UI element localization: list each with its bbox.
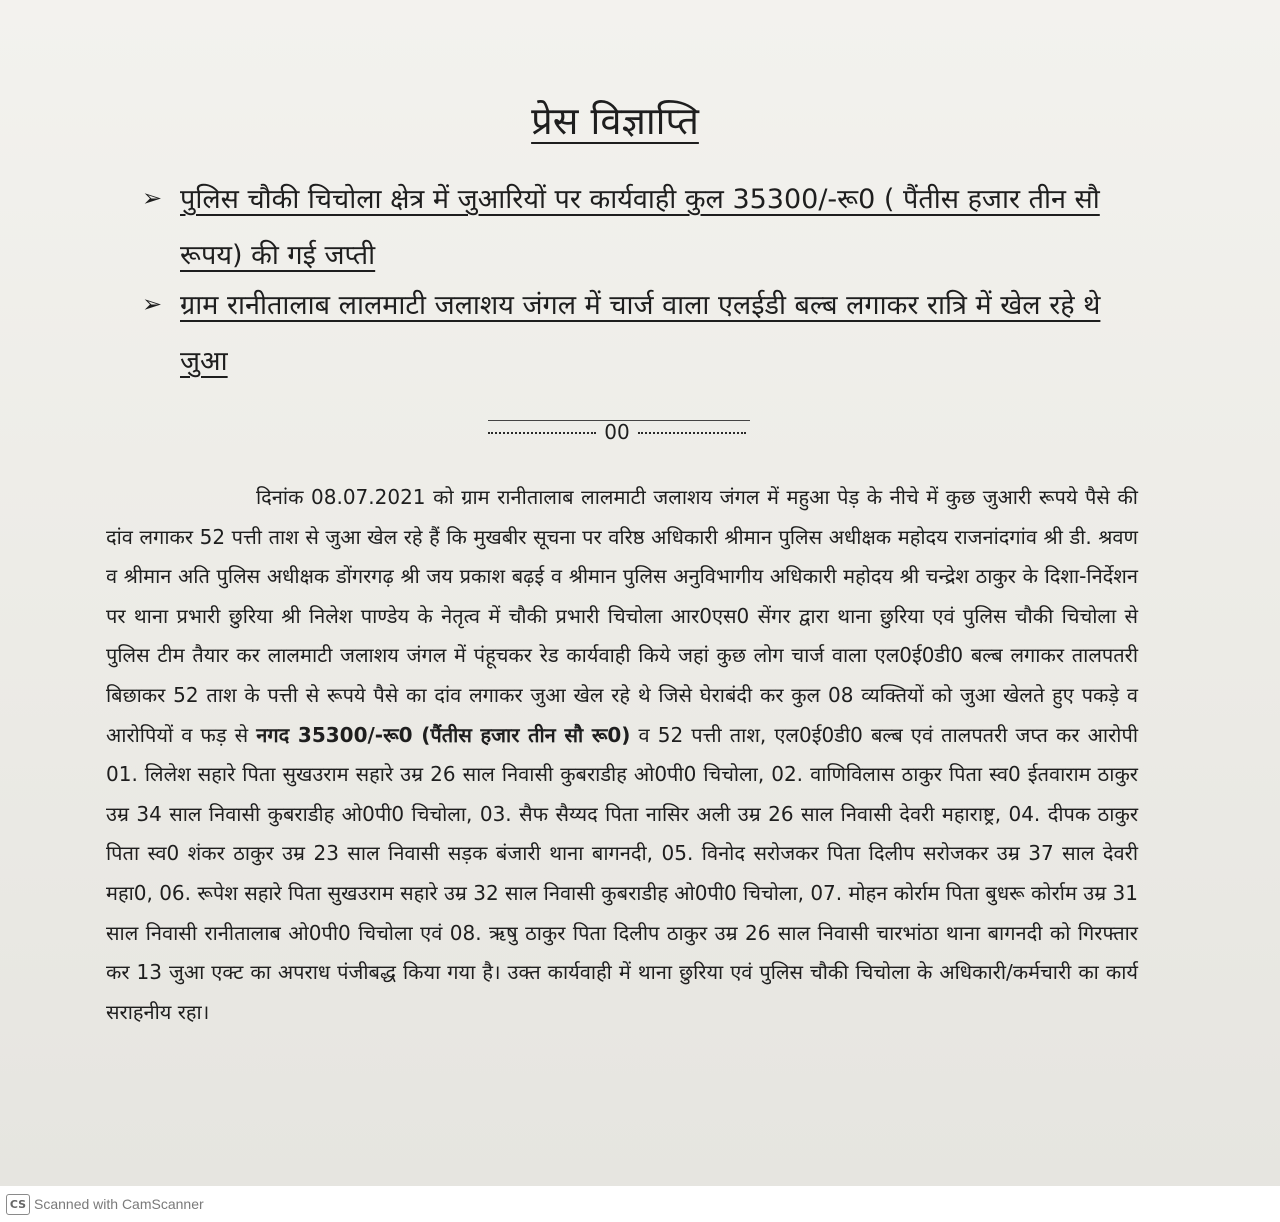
title-text: प्रेस विज्ञाप्ति bbox=[531, 99, 699, 143]
headline-1-text: पुलिस चौकी चिचोला क्षेत्र में जुआरियों पर कार्यवाही कुल 35300/-रू0 ( पैंतीस हजार तीन सौ रूपय) की गई जप्ती bbox=[180, 184, 1100, 271]
scanner-watermark-text: Scanned with CamScanner bbox=[34, 1196, 204, 1212]
body-text-part-1: दिनांक 08.07.2021 को ग्राम रानीतालाब लालमाटी जलाशय जंगल में महुआ पेड़ के नीचे में कुछ जुआरी रूपये पैसे की दांव लगाकर 52 पत्ती ताश से जुआ खेल रहे हैं कि मुखबीर सूचना पर वरिष्ठ अधिकारी श्रीमान पुलिस अधीक्षक महोदय राजनांदगांव श्री डी. श्रवण व श्रीमान अति पुलिस अधीक्षक डोंगरगढ़ श्री जय प्रकाश बढ़ई व श्रीमान पुलिस अनुविभागीय अधिकारी महोदय श्री चन्द्रेश ठाकुर के दिशा-निर्देशन पर थाना प्रभारी छुरिया श्री निलेश पाण्डेय के नेतृत्व में चौकी प्रभारी चिचोला आर0एस0 सेंगर द्वारा थाना छुरिया एवं पुलिस चौकी चिचोला से पुलिस टीम तैयार कर लालमाटी जलाशय जंगल में पंहूचकर रेड कार्यवाही किये जहां कुछ लोग चार्ज वाला एल0ई0डी0 बल्ब लगाकर तालपतरी बिछाकर 52 ताश के पत्ती से रूपये पैसे का दांव लगाकर जुआ खेल रहे थे जिसे घेराबंदी कर कुल 08 व्यक्तियों को जुआ खेलते हुए पकड़े व आरोपियों व फड़ से bbox=[106, 485, 1138, 747]
separator-dots-left bbox=[488, 432, 596, 434]
headline-bullet-1 bbox=[144, 172, 1134, 284]
headline-bullet-2 bbox=[144, 278, 1134, 390]
headline-2-text: ग्राम रानीतालाब लालमाटी जलाशय जंगल में चार्ज वाला एलईडी बल्ब लगाकर रात्रि में खेल रहे थे जुआ bbox=[180, 290, 1101, 377]
seized-cash-amount: नगद 35300/-रू0 (पैंतीस हजार तीन सौ रू0) bbox=[256, 722, 631, 747]
arrow-bullet-icon: ➢ bbox=[142, 290, 163, 318]
press-release-title bbox=[0, 96, 1230, 146]
body-text-part-2: व 52 पत्ती ताश, एल0ई0डी0 बल्ब एवं तालपतरी जप्त कर आरोपी 01. लिलेश सहारे पिता सुखउराम सहारे उम्र 26 साल निवासी कुबराडीह ओ0पी0 चिचोला, 02. वाणिविलास ठाकुर पिता स्व0 ईतवाराम ठाकुर उम्र 34 साल निवासी कुबराडीह ओ0पी0 चिचोला, 03. सैफ सैय्यद पिता नासिर अली उम्र 26 साल निवासी देवरी महाराष्ट्र, 04. दीपक ठाकुर पिता स्व0 शंकर ठाकुर उम्र 23 साल निवासी सड़क बंजारी थाना बागनदी, 05. विनोद सरोजकर पिता दिलीप सरोजकर उम्र 37 साल देवरी महा0, 06. रूपेश सहारे पिता सुखउराम सहारे उम्र 32 साल निवासी कुबराडीह ओ0पी0 चिचोला, 07. मोहन कोर्राम पिता बुधरू कोर्राम उम्र 31 साल निवासी रानीतालाब ओ0पी0 चिचोला एवं 08. ऋषु ठाकुर पिता दिलीप ठाकुर उम्र 26 साल निवासी चारभांठा थाना बागनदी को गिरफ्तार कर 13 जुआ एक्ट का अपराध पंजीबद्ध किया गया है। उक्त कार्यवाही में थाना छुरिया एवं पुलिस चौकी चिचोला के अधिकारी/कर्मचारी का कार्य सराहनीय रहा। bbox=[106, 722, 1138, 1024]
section-separator bbox=[488, 418, 750, 448]
arrow-bullet-icon: ➢ bbox=[142, 184, 163, 212]
scanner-footer bbox=[0, 1186, 1280, 1222]
separator-dots-right bbox=[638, 432, 746, 434]
camscanner-logo-icon: CS bbox=[6, 1194, 30, 1215]
separator-mark: 00 bbox=[604, 420, 630, 444]
body-paragraph bbox=[106, 478, 1138, 1032]
